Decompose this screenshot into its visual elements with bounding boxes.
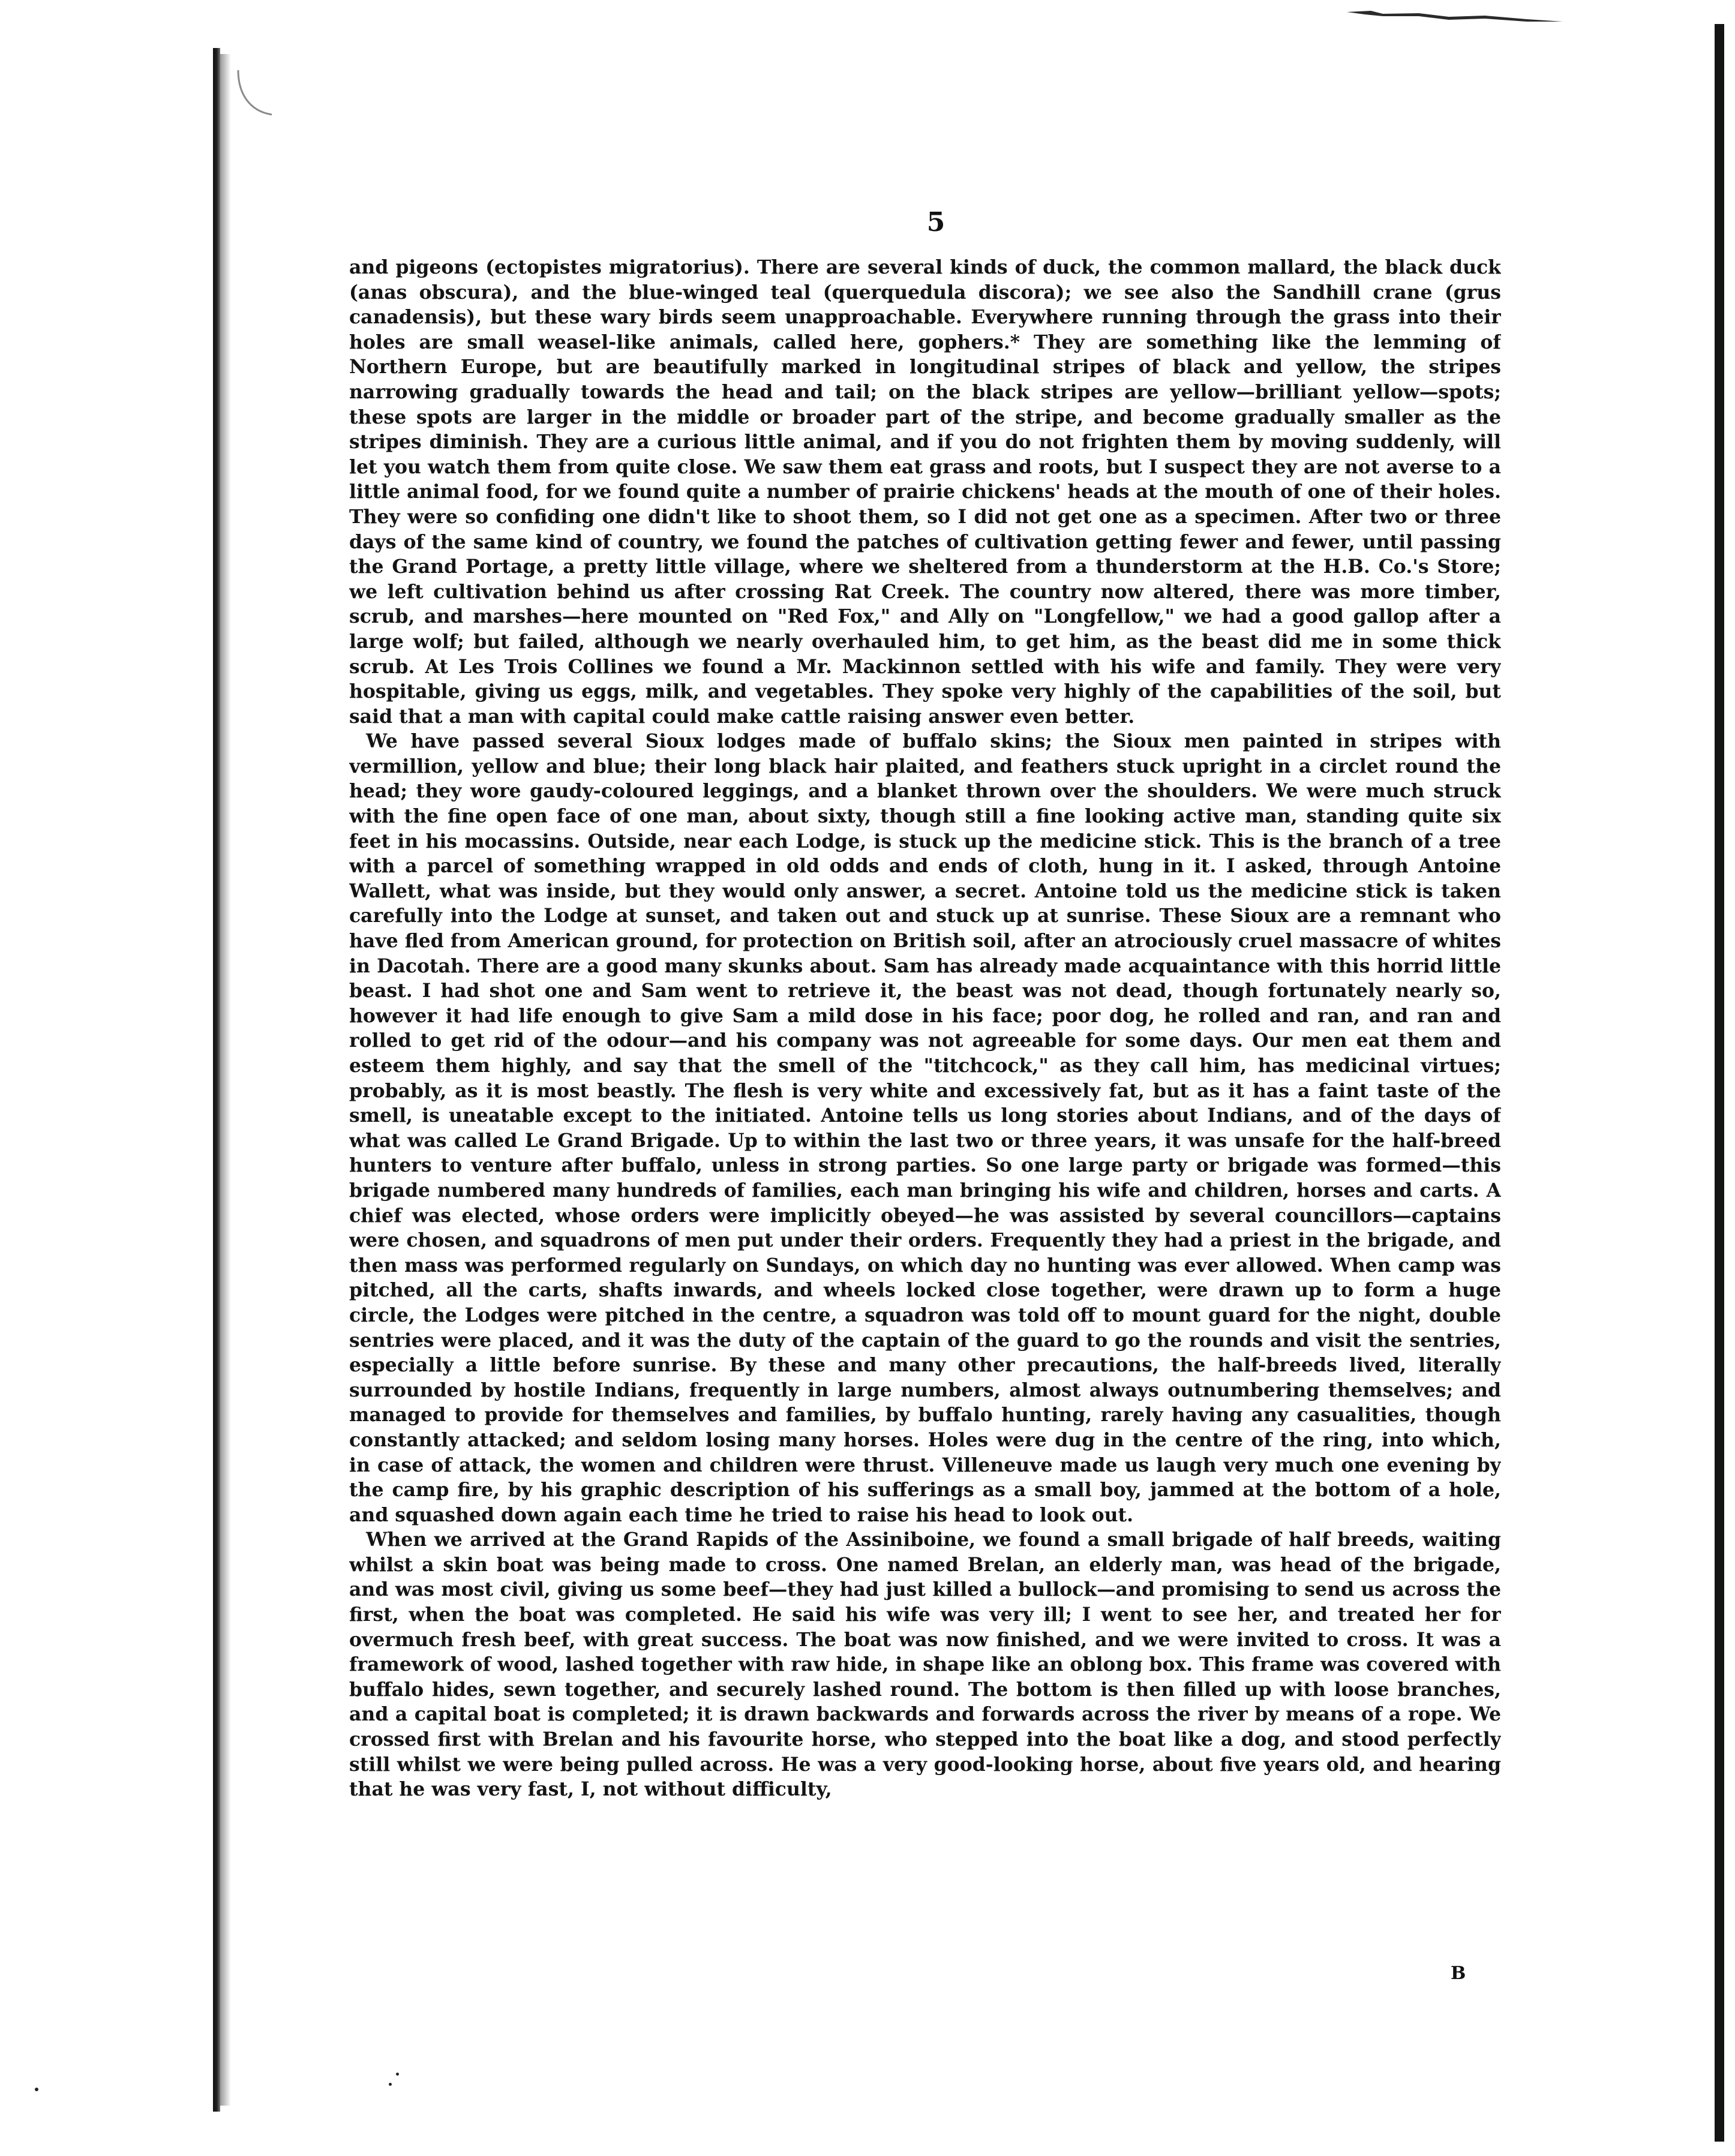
speck-mark	[389, 2083, 392, 2086]
paragraph-1: and pigeons (ectopistes migratorius). There are several kinds of duck, the common mallard, the black duck (anas obscura), and the blue-winged teal (querquedula discora); we see also the Sandhill crane (grus canadensis), but these wary birds seem unapproachable. Everywhere running through the grass into their holes are small weasel-like animals, called here, gophers.* They are something like the lemming of Northern Europe, but are beautifully marked in longitudinal stripes of black and yellow, the stripes narrowing gradually towards the head and tail; on the black stripes are yellow—brilliant yellow—spots; these spots are larger in the middle or broader part of the stripe, and become gradually smaller as the stripes diminish. They are a curious little animal, and if you do not frighten them by moving suddenly, will let you watch them from quite close. We saw them eat grass and roots, but I suspect they are not averse to a little animal food, for we found quite a number of prairie chickens' heads at the mouth of one of their holes. They were so confiding one didn't like to shoot them, so I did not get one as a specimen. After two or three days of the same kind of country, we found the patches of cultivation getting fewer and fewer, until passing the Grand Portage, a pretty little village, where we sheltered from a thunderstorm at the H.B. Co.'s Store; we left cultivation behind us after crossing Rat Creek. The country now altered, there was more timber, scrub, and marshes—here mounted on "Red Fox," and Ally on "Longfellow," we had a good gallop after a large wolf; but failed, although we nearly overhauled him, to get him, as the beast did me in some thick scrub. At Les Trois Collines we found a Mr. Mackinnon settled with his wife and family. They were very hospitable, giving us eggs, milk, and vegetables. They spoke very highly of the capabilities of the soil, but said that a man with capital could make cattle raising answer even better.	[349, 256, 1501, 728]
scan-mark-top-right	[1347, 8, 1563, 24]
page-edge-shadow	[220, 54, 231, 2106]
page-edge-left	[213, 48, 220, 2112]
page-edge-right	[1715, 24, 1724, 2142]
speck-mark	[35, 2088, 38, 2091]
paragraph-3: When we arrived at the Grand Rapids of the Assiniboine, we found a small brigade of half breeds, waiting whilst a skin boat was being made to cross. One named Brelan, an elderly man, was head of the brigade, and was most civil, giving us some beef—they had just killed a bullock—and promising to send us across the first, when the boat was completed. He said his wife was very ill; I went to see her, and treated her for overmuch fresh beef, with great success. The boat was now finished, and we were invited to cross. It was a framework of wood, lashed together with raw hide, in shape like an oblong box. This frame was covered with buffalo hides, sewn together, and securely lashed round. The bottom is then filled up with loose branches, and a capital boat is completed; it is drawn backwards and forwards across the river by means of a rope. We crossed first with Brelan and his favourite horse, who stepped into the boat like a dog, and stood perfectly still whilst we were being pulled across. He was a very good-looking horse, about five years old, and hearing that he was very fast, I, not without difficulty,	[349, 1529, 1501, 1801]
scan-mark-left	[237, 69, 273, 117]
page-number: 5	[926, 207, 945, 238]
signature-mark: B	[1451, 1963, 1466, 1984]
body-text	[349, 255, 1501, 1965]
speck-mark	[396, 2073, 399, 2076]
paragraph-2: We have passed several Sioux lodges made of buffalo skins; the Sioux men painted in stripes with vermillion, yellow and blue; their long black hair plaited, and feathers stuck upright in a circlet round the head; they wore gaudy-coloured leggings, and a blanket thrown over the shoulders. We were much struck with the fine open face of one man, about sixty, though still a fine looking active man, standing quite six feet in his mocassins. Outside, near each Lodge, is stuck up the medicine stick. This is the branch of a tree with a parcel of something wrapped in old odds and ends of cloth, hung in it. I asked, through Antoine Wallett, what was inside, but they would only answer, a secret. Antoine told us the medicine stick is taken carefully into the Lodge at sunset, and taken out and stuck up at sunrise. These Sioux are a remnant who have fled from American ground, for protection on British soil, after an atrociously cruel massacre of whites in Dacotah. There are a good many skunks about. Sam has already made acquaintance with this horrid little beast. I had shot one and Sam went to retrieve it, the beast was not dead, though fortunately nearly so, however it had life enough to give Sam a mild dose in his face; poor dog, he rolled and ran, and ran and rolled to get rid of the odour—and his company was not agreeable for some days. Our men eat them and esteem them highly, and say that the smell of the "titchcock," as they call him, has medicinal virtues; probably, as it is most beastly. The flesh is very white and excessively fat, but as it has a faint taste of the smell, is uneatable except to the initiated. Antoine tells us long stories about Indians, and of the days of what was called Le Grand Brigade. Up to within the last two or three years, it was unsafe for the half-breed hunters to venture after buffalo, unless in strong parties. So one large party or brigade was formed—this brigade numbered many hundreds of families, each man bringing his wife and children, horses and carts. A chief was elected, whose orders were implicitly obeyed—he was assisted by several councillors—captains were chosen, and squadrons of men put under their orders. Frequently they had a priest in the brigade, and then mass was performed regularly on Sundays, on which day no hunting was ever allowed. When camp was pitched, all the carts, shafts inwards, and wheels locked close together, were drawn up to form a huge circle, the Lodges were pitched in the centre, a squadron was told off to mount guard for the night, double sentries were placed, and it was the duty of the captain of the guard to go the rounds and visit the sentries, especially a little before sunrise. By these and many other precautions, the half-breeds lived, literally surrounded by hostile Indians, frequently in large numbers, almost always outnumbering themselves; and managed to provide for themselves and families, by buffalo hunting, rarely having any casualities, though constantly attacked; and seldom losing many horses. Holes were dug in the centre of the ring, into which, in case of attack, the women and children were thrust. Villeneuve made us laugh very much one evening by the camp fire, by his graphic description of his sufferings as a small boy, jammed at the bottom of a hole, and squashed down again each time he tried to raise his head to look out.	[349, 730, 1501, 1526]
